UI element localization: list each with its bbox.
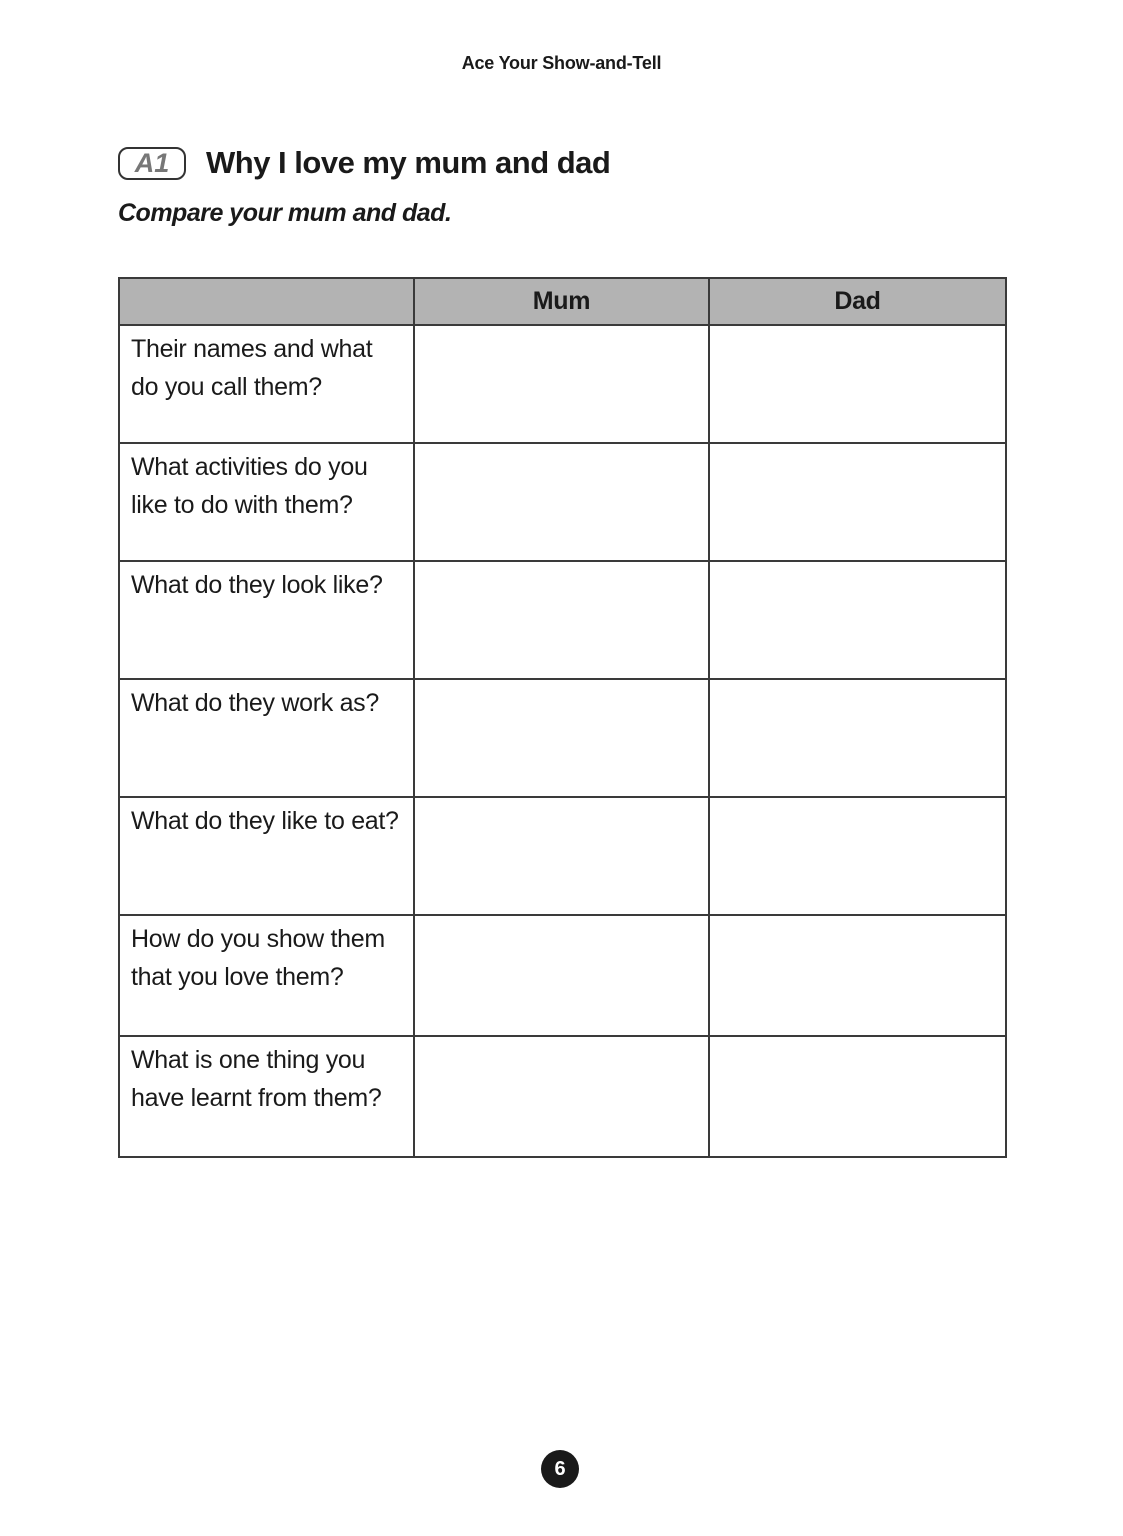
question-cell: What is one thing you have learnt from them?	[119, 1036, 414, 1157]
question-cell: What do they work as?	[119, 679, 414, 797]
table-row	[119, 915, 1006, 1036]
dad-answer-cell[interactable]	[709, 561, 1006, 679]
mum-answer-cell[interactable]	[414, 1036, 709, 1157]
header-cell-mum: Mum	[414, 278, 709, 325]
table-row	[119, 561, 1006, 679]
question-cell: How do you show them that you love them?	[119, 915, 414, 1036]
question-cell: What do they look like?	[119, 561, 414, 679]
comparison-table	[118, 277, 1007, 1158]
mum-answer-cell[interactable]	[414, 679, 709, 797]
running-header-title: Ace Your Show-and-Tell	[461, 53, 662, 73]
activity-badge: A1	[118, 147, 186, 180]
header-cell-question	[119, 278, 414, 325]
activity-heading	[118, 145, 610, 181]
dad-answer-cell[interactable]	[709, 325, 1006, 443]
table-row	[119, 1036, 1006, 1157]
page-title: Why I love my mum and dad	[206, 145, 611, 180]
dad-answer-cell[interactable]	[709, 797, 1006, 915]
question-cell: What do they like to eat?	[119, 797, 414, 915]
table-row	[119, 679, 1006, 797]
table-row	[119, 797, 1006, 915]
mum-answer-cell[interactable]	[414, 561, 709, 679]
question-cell: What activities do you like to do with them?	[119, 443, 414, 561]
question-cell: Their names and what do you call them?	[119, 325, 414, 443]
mum-answer-cell[interactable]	[414, 915, 709, 1036]
table-row	[119, 325, 1006, 443]
mum-answer-cell[interactable]	[414, 797, 709, 915]
mum-answer-cell[interactable]	[414, 443, 709, 561]
table-header-row	[119, 278, 1006, 325]
page-number-badge: 6	[541, 1450, 579, 1488]
mum-answer-cell[interactable]	[414, 325, 709, 443]
table-row	[119, 443, 1006, 561]
dad-answer-cell[interactable]	[709, 915, 1006, 1036]
header-cell-dad: Dad	[709, 278, 1006, 325]
dad-answer-cell[interactable]	[709, 679, 1006, 797]
dad-answer-cell[interactable]	[709, 1036, 1006, 1157]
dad-answer-cell[interactable]	[709, 443, 1006, 561]
instruction-text: Compare your mum and dad.	[118, 199, 452, 227]
